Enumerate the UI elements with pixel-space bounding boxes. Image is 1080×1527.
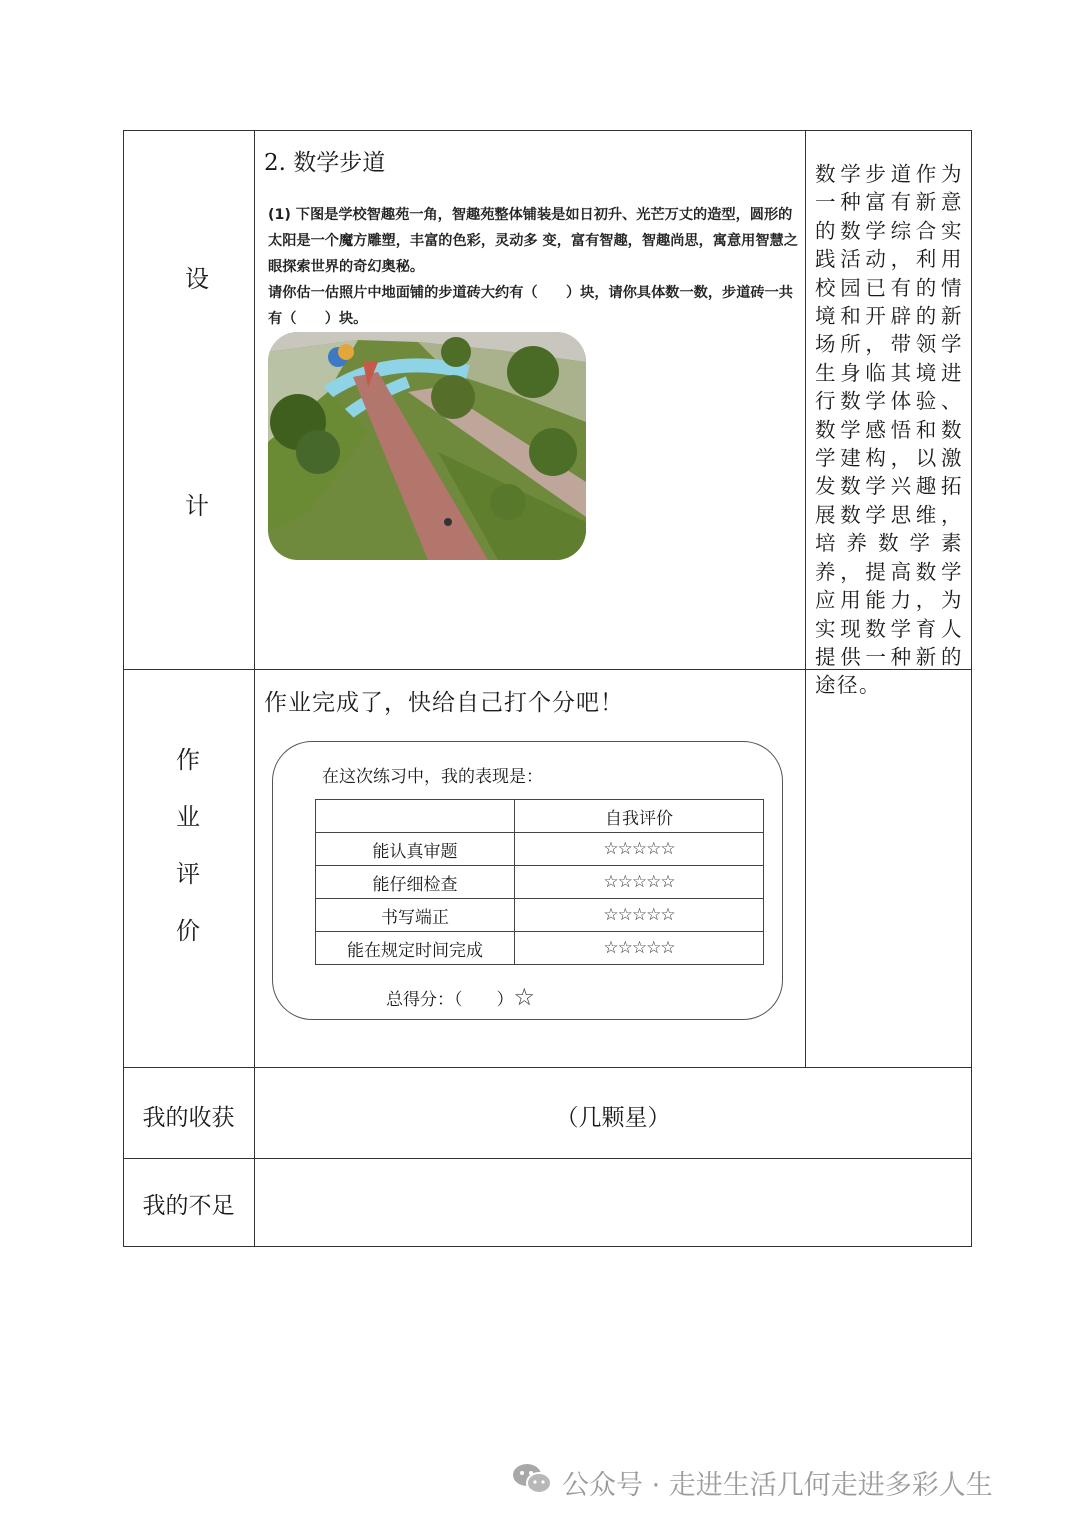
star-rating[interactable]: ☆☆☆☆☆ (515, 866, 764, 899)
table-row (316, 866, 764, 899)
criterion-label: 能在规定时间完成 (316, 932, 515, 965)
design-label-char: 计 (185, 492, 209, 520)
column-divider-right (805, 130, 806, 1068)
gains-label: 我的收获 (142, 1105, 235, 1131)
total-score-label: 总得分：（ ） (386, 990, 514, 1010)
watermark-text: 公众号 · 走进生活几何走进多彩人生 (562, 1470, 993, 1501)
evaluation-title: 作业完成了，快给自己打个分吧！ (264, 690, 624, 716)
problem-description: (1) 下图是学校智趣苑一角，智趣苑整体铺装是如日初升、光芒万丈的造型，圆形的太阳是一个魔方雕塑，丰富的色彩，灵动多 变，富有智趣，智趣尚思，寓意用智慧之眼探索世界的奇幻奥秘。 (268, 207, 798, 275)
wechat-icon (512, 1462, 552, 1503)
evaluation-label-char: 作 (176, 746, 200, 774)
self-evaluation-table (315, 799, 764, 965)
star-rating[interactable]: ☆☆☆☆☆ (515, 833, 764, 866)
garden-photo-illustration (268, 332, 586, 560)
section-title: 2. 数学步道 (264, 150, 386, 176)
table-header-empty (316, 800, 515, 833)
evaluation-intro: 在这次练习中，我的表现是： (322, 767, 543, 787)
gains-value: （几颗星） (555, 1105, 671, 1131)
row-divider-2 (123, 1067, 972, 1068)
table-header: 自我评价 (515, 800, 764, 833)
evaluation-label-char: 价 (176, 917, 200, 945)
design-label-char: 设 (185, 265, 209, 293)
column-divider-left (254, 130, 255, 1247)
watermark (512, 1462, 993, 1503)
row-divider-3 (123, 1158, 972, 1159)
problem-question: 请你估一估照片中地面铺的步道砖大约有（ ）块，请你具体数一数，步道砖一共有（ ）块。 (268, 285, 793, 327)
total-score (386, 983, 535, 1011)
star-rating[interactable]: ☆☆☆☆☆ (515, 899, 764, 932)
table-row (316, 899, 764, 932)
shortcomings-label: 我的不足 (142, 1193, 235, 1219)
evaluation-label-char: 业 (176, 803, 200, 831)
table-row (316, 833, 764, 866)
problem-text (268, 202, 798, 332)
star-icon: ☆ (513, 983, 536, 1011)
evaluation-label-char: 评 (176, 860, 200, 888)
table-row (316, 932, 764, 965)
garden-photo (268, 332, 586, 560)
star-rating[interactable]: ☆☆☆☆☆ (515, 932, 764, 965)
table-header-row (316, 800, 764, 833)
criterion-label: 能仔细检查 (316, 866, 515, 899)
criterion-label: 能认真审题 (316, 833, 515, 866)
design-note: 数学步道作为一种富有新意的数学综合实践活动，利用校园已有的情境和开辟的新场所，带领学生身临其境进行数学体验、数学感悟和数学建构，以激发数学兴趣拓展数学思维，培养数学素养，提高数学应用能力，为实现数学育人提供一种新的途径。 (815, 162, 963, 698)
criterion-label: 书写端正 (316, 899, 515, 932)
shortcomings-value[interactable] (260, 1170, 960, 1240)
